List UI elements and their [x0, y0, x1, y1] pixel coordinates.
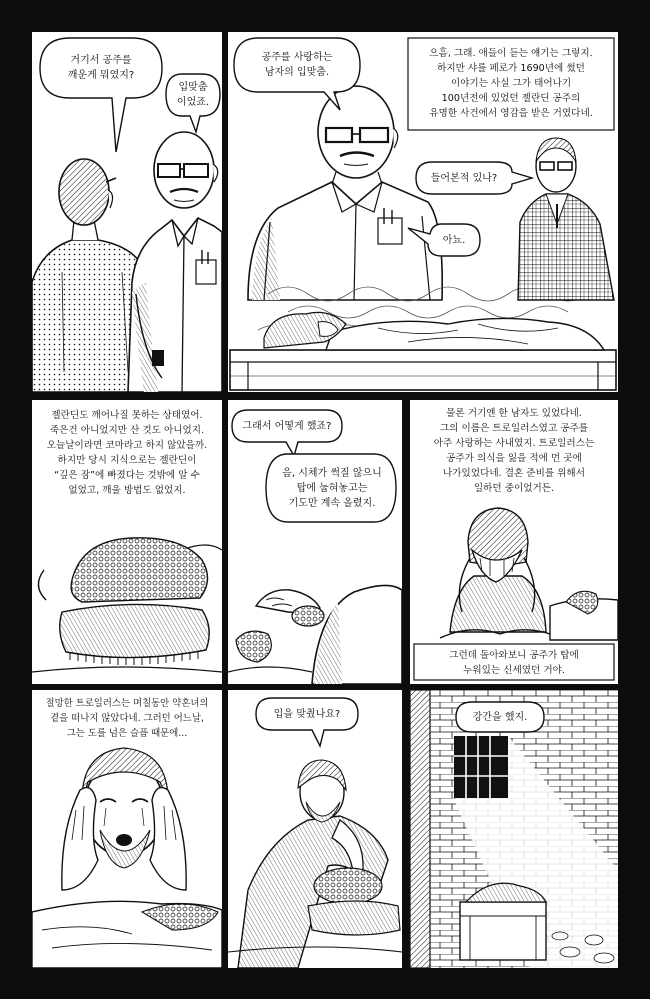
- speech-text-1: 그래서 어떻게 했죠?: [242, 421, 332, 432]
- speech-bubble-1: [256, 698, 358, 746]
- panel-3: [32, 400, 222, 684]
- panel-6: [32, 690, 222, 968]
- panel-8: [410, 690, 618, 968]
- speech-text-1: 공주를 사랑하는 남자의 입맞춤.: [261, 52, 333, 78]
- panel-7-art: [228, 690, 402, 968]
- speech-text-2: 음, 시체가 썩질 않으니 탑에 눕혀놓고는 기도만 계속 올렸지.: [282, 468, 382, 509]
- bald-man-with-glasses: [128, 132, 222, 392]
- examination-table: [230, 350, 616, 390]
- bed-and-pillow: [32, 901, 222, 968]
- panel-1: [32, 32, 222, 392]
- caption-text-bottom: 그런데 돌아와보니 공주가 탑에 누워있는 신세였던 거야.: [449, 650, 579, 676]
- barred-window: [454, 736, 508, 798]
- speech-text-3: 아뇨.: [442, 235, 466, 246]
- speech-text-2: 입맞춤 이었죠.: [176, 82, 210, 108]
- caption-text: 으흠, 그래. 애들이 듣는 얘기는 그렇지. 하지만 샤를 페로가 1690년에 썼던 이야기는 사실 그가 태어나기 100년전에 있었던 젤란딘 공주의 유명한 사건에서 영감을 받은 거였다네.: [429, 48, 593, 119]
- bed-with-figures: [460, 883, 546, 960]
- man-leaning-over-princess: [228, 760, 402, 968]
- grieving-man-seated: [440, 508, 560, 638]
- hand-resting-on-body: [228, 585, 402, 684]
- old-man-in-plaid-jacket: [518, 138, 614, 300]
- panel-5: [410, 400, 618, 684]
- panel-2: [228, 32, 618, 392]
- panel-4: [228, 400, 402, 684]
- caption-text-top: 물론 거기엔 한 남자도 있었다네. 그의 이름은 트로일러스였고 공주를 아주 사랑하는 사내였지. 트로일러스는 공주가 의식을 잃을 적에 먼 곳에 나가있었다네. 결혼 준비를 위해서 일하던 중이었거든.: [433, 408, 595, 494]
- sleeping-woman: [264, 312, 604, 350]
- panel-4-art: [228, 400, 402, 684]
- speech-text-2: 들어본적 있나?: [430, 173, 498, 184]
- speech-text-1: 거기서 공주를 깨운게 뭐였지?: [67, 55, 135, 81]
- caption-text: 절망한 트로일러스는 며칠동안 약혼녀의 곁을 떠나지 않았다네. 그러던 어느날, 그는 도를 넘은 슬픔 때문에...: [45, 698, 209, 739]
- wristwatch: [152, 350, 164, 366]
- panel-7: [228, 690, 402, 968]
- caption-text: 젤란딘도 깨어나질 못하는 상태였어. 죽은건 아니었지만 산 것도 아니었지. 오늘날이라면 코마라고 하지 않았을까. 하지만 당시 지식으로는 젤란딘이 “깊은 잠”에 빠졌다는 것밖에 알 수 없었고, 깨울 방법도 없었지.: [46, 410, 208, 496]
- bed-with-princess: [550, 591, 618, 640]
- veiled-princess-on-bed: [32, 538, 222, 672]
- panel-8-art: [410, 690, 618, 968]
- speech-text-1: 입을 맞췄나요?: [273, 709, 341, 720]
- speech-text-1: 강간을 했지.: [472, 712, 528, 723]
- crying-man-face: [62, 748, 186, 890]
